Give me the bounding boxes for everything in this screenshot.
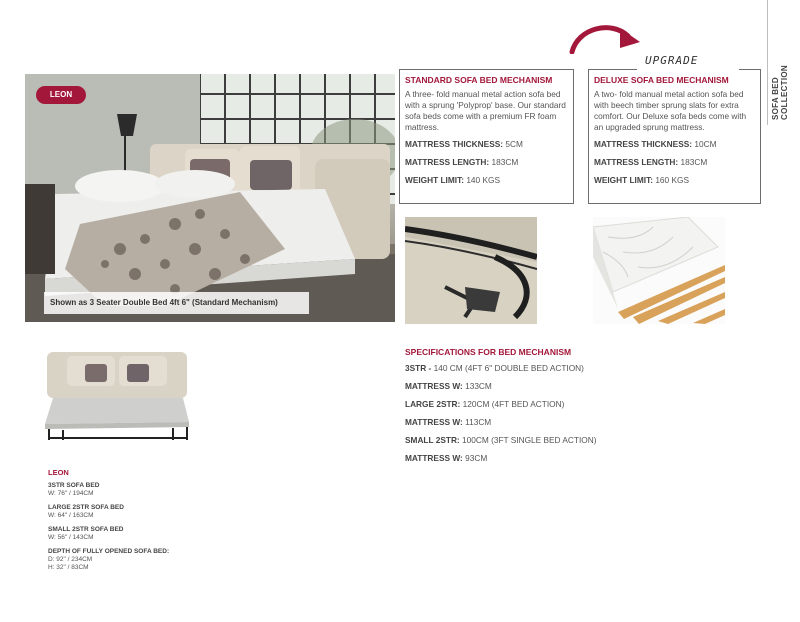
- spec-row: [405, 431, 597, 449]
- deluxe-spec-row: [594, 135, 755, 153]
- spec-value: 93CM: [465, 453, 488, 463]
- standard-spec-row: [405, 153, 568, 171]
- dimension-name: LARGE 2STR SOFA BED: [48, 504, 124, 511]
- spec-value: 140 KGS: [466, 175, 500, 185]
- spec-value: 120CM (4FT BED ACTION): [462, 399, 565, 409]
- spec-value: 160 KGS: [655, 175, 689, 185]
- standard-mechanism-photo: [405, 217, 537, 324]
- spec-row: [405, 359, 597, 377]
- room-scene: [25, 74, 395, 322]
- standard-mechanism-description: A three- fold manual metal action sofa bed with a sprung 'Polyprop' base. Our standard sofa beds come with a premium FR foam mattress.: [405, 89, 566, 132]
- box-top-rule: [588, 69, 637, 70]
- spec-label: 3STR -: [405, 363, 432, 373]
- dimension-item: [48, 504, 268, 520]
- spec-label: MATTRESS THICKNESS:: [405, 139, 504, 149]
- spec-label: WEIGHT LIMIT:: [405, 175, 464, 185]
- side-divider: [767, 0, 768, 125]
- dimension-value: W: 76" / 194CM: [48, 490, 94, 497]
- dimension-name: SMALL 2STR SOFA BED: [48, 526, 124, 533]
- dimension-value: W: 64" / 163CM: [48, 512, 94, 519]
- spec-label: MATTRESS LENGTH:: [405, 157, 490, 167]
- standard-spec-row: [405, 135, 568, 153]
- spec-label: MATTRESS W:: [405, 381, 463, 391]
- spec-label: WEIGHT LIMIT:: [594, 175, 653, 185]
- dimension-name: DEPTH OF FULLY OPENED SOFA BED:: [48, 548, 170, 555]
- dimension-name: 3STR SOFA BED: [48, 482, 100, 489]
- dimension-value: D: 92" / 234CM: [48, 556, 93, 563]
- standard-mechanism-box: [399, 69, 574, 204]
- leon-badge: LEON: [36, 86, 86, 104]
- spec-label: SMALL 2STR:: [405, 435, 460, 445]
- spec-label: MATTRESS W:: [405, 453, 463, 463]
- deluxe-spec-row: [594, 153, 755, 171]
- sofa-bed-illustration: [43, 350, 193, 445]
- specifications-title: SPECIFICATIONS FOR BED MECHANISM: [405, 347, 572, 357]
- dimension-value: W: 56" / 143CM: [48, 534, 94, 541]
- dimension-item: [48, 526, 268, 542]
- spec-value: 183CM: [680, 157, 708, 167]
- hero-caption: Shown as 3 Seater Double Bed 4ft 6" (Standard Mechanism): [44, 292, 309, 314]
- dimensions-title: LEON: [48, 468, 69, 477]
- spec-value: 113CM: [465, 417, 492, 427]
- specifications-list: [405, 359, 597, 467]
- spec-value: 10CM: [694, 139, 717, 149]
- collection-label: SOFA BED COLLECTION: [771, 65, 789, 120]
- deluxe-spec-row: [594, 171, 755, 189]
- box-top-rule: [739, 69, 761, 70]
- spec-value: 100CM (3FT SINGLE BED ACTION): [462, 435, 597, 445]
- spec-row: [405, 413, 597, 431]
- dimension-value: H: 32" / 83CM: [48, 564, 89, 571]
- upgrade-arrow-icon: [566, 22, 646, 54]
- upgrade-label: UPGRADE: [641, 54, 702, 67]
- spec-label: MATTRESS THICKNESS:: [594, 139, 693, 149]
- hero-photo: [25, 74, 395, 322]
- deluxe-mechanism-description: A two- fold manual metal action sofa bed with beech timber sprung slats for extra comfort. Our Deluxe sofa beds come with an upgraded sprung mattress.: [594, 89, 747, 132]
- standard-spec-row: [405, 171, 568, 189]
- spec-label: MATTRESS LENGTH:: [594, 157, 679, 167]
- spec-value: 183CM: [491, 157, 519, 167]
- deluxe-mechanism-photo: [593, 217, 725, 324]
- dimensions-list: [48, 468, 268, 578]
- spec-value: 133CM: [465, 381, 492, 391]
- spec-value: 140 CM (4FT 6" DOUBLE BED ACTION): [433, 363, 584, 373]
- spec-row: [405, 449, 597, 467]
- spec-row: [405, 395, 597, 413]
- standard-mechanism-title: STANDARD SOFA BED MECHANISM: [405, 75, 553, 85]
- spec-label: LARGE 2STR:: [405, 399, 461, 409]
- metal-frame-image: [405, 217, 537, 324]
- dimension-item: [48, 482, 268, 498]
- spec-value: 5CM: [505, 139, 523, 149]
- spec-row: [405, 377, 597, 395]
- dimension-item: [48, 548, 268, 572]
- spec-label: MATTRESS W:: [405, 417, 463, 427]
- timber-slats-image: [593, 217, 725, 324]
- deluxe-mechanism-box: [588, 69, 761, 204]
- deluxe-mechanism-title: DELUXE SOFA BED MECHANISM: [594, 75, 729, 85]
